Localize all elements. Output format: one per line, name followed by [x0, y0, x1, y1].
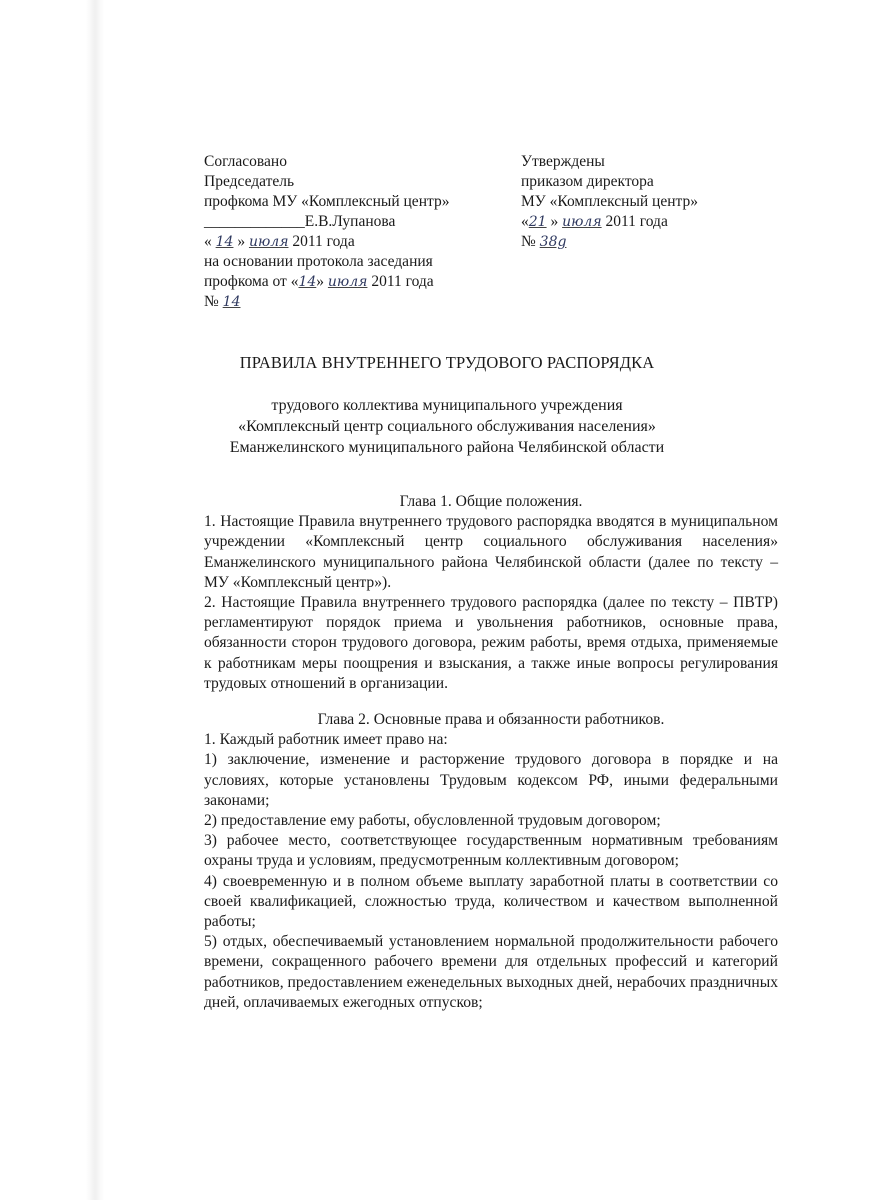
handwritten-month: июля	[248, 234, 289, 250]
approval-org: профкома МУ «Комплексный центр»	[204, 193, 450, 210]
handwritten-protocol-day: 14	[298, 274, 317, 290]
date-quote-open: «	[204, 233, 212, 250]
handwritten-order-number: 38g	[539, 234, 567, 250]
order-date	[521, 212, 751, 232]
chapter-2-heading: Глава 2. Основные права и обязанности работников.	[317, 711, 665, 728]
protocol-year: 2011 года	[371, 273, 434, 290]
approval-role: Председатель	[204, 173, 295, 190]
protocol-prefix: профкома от «	[204, 273, 299, 290]
approved-label: Утверждены	[521, 153, 605, 170]
order-year: 2011 года	[605, 213, 668, 230]
approval-block-right	[521, 152, 751, 252]
approved-by: приказом директора	[521, 173, 654, 190]
document-subtitle	[0, 395, 894, 458]
subtitle-line-1: трудового коллектива муниципального учреждения	[271, 397, 623, 414]
handwritten-order-month: июля	[562, 214, 602, 230]
handwritten-protocol-month: июля	[327, 274, 368, 290]
right-item-2: 2) предоставление ему работы, обусловленной трудовым договором;	[204, 812, 661, 830]
order-number-sign: №	[521, 233, 536, 250]
chapter-1	[204, 492, 778, 694]
protocol-date	[204, 272, 484, 292]
right-item-5: 5) отдых, обеспечиваемый установлением нормальной продолжительности рабочего времени, сокращенного рабочего времени для отдельных профессий и категорий работников, предоставлением еженедельных выходных дней, нерабочих праздничных дней, оплачиваемых ежегодных отпусков;	[204, 933, 778, 1011]
date-quote-close: »	[237, 233, 246, 250]
right-item-4: 4) своевременную и в полном объеме выплату заработной платы в соответствии со своей квалификацией, сложностью труда, количеством и качеством выполненной работы;	[204, 872, 778, 931]
handwritten-order-day: 21	[528, 214, 547, 230]
scan-shadow	[86, 0, 104, 1200]
chapter-1-heading: Глава 1. Общие положения.	[399, 493, 583, 510]
approval-label: Согласовано	[204, 153, 287, 170]
protocol-quote-close: »	[316, 273, 325, 290]
handwritten-day: 14	[215, 234, 234, 250]
handwritten-protocol-number: 14	[222, 294, 241, 310]
number-sign: №	[204, 293, 219, 310]
right-item-1: 1) заключение, изменение и расторжение трудового договора в порядке и на условиях, которые установлены Трудовым кодексом РФ, иными федеральными законами;	[204, 751, 778, 809]
date-year: 2011 года	[292, 233, 355, 250]
protocol-number	[204, 292, 484, 312]
chapter-1-paragraph-2: 2. Настоящие Правила внутреннего трудового распорядка (далее по тексту – ПВТР) регламентируют порядок приема и увольнения работников, основные права, обязанности сторон трудового договора, режим работы, время отдыха, применяемые к работникам меры поощрения и взыскания, а также иные вопросы регулирования трудовых отношений в организации.	[204, 594, 778, 692]
signature-line	[204, 212, 484, 232]
order-number	[521, 232, 751, 252]
subtitle-line-3: Еманжелинского муниципального района Челябинской области	[229, 439, 665, 456]
order-quote-open: «	[521, 213, 529, 230]
order-quote-close: »	[550, 213, 559, 230]
document-title: ПРАВИЛА ВНУТРЕННЕГО ТРУДОВОГО РАСПОРЯДКА	[239, 353, 655, 372]
signer-name: Е.В.Лупанова	[304, 213, 396, 230]
chapter-2-paragraph-1: 1. Каждый работник имеет право на:	[204, 731, 448, 749]
right-item-3: 3) рабочее место, соответствующее государственным нормативным требованиям охраны труда и условиям, предусмотренным коллективным договором;	[204, 832, 778, 870]
signature-blank: _____________	[204, 213, 305, 230]
approval-block-left	[204, 152, 484, 312]
subtitle-line-2: «Комплексный центр социального обслуживания населения»	[238, 418, 656, 435]
chapter-2	[204, 710, 778, 1013]
protocol-line: на основании протокола заседания	[204, 253, 433, 270]
approval-date	[204, 232, 484, 252]
approved-org: МУ «Комплексный центр»	[521, 193, 698, 210]
chapter-1-paragraph-1: 1. Настоящие Правила внутреннего трудового распорядка вводятся в муниципальном учреждении «Комплексный центр социального обслуживания населения» Еманжелинского муниципального района Челябинской области (далее по тексту – МУ «Комплексный центр»).	[204, 513, 778, 591]
